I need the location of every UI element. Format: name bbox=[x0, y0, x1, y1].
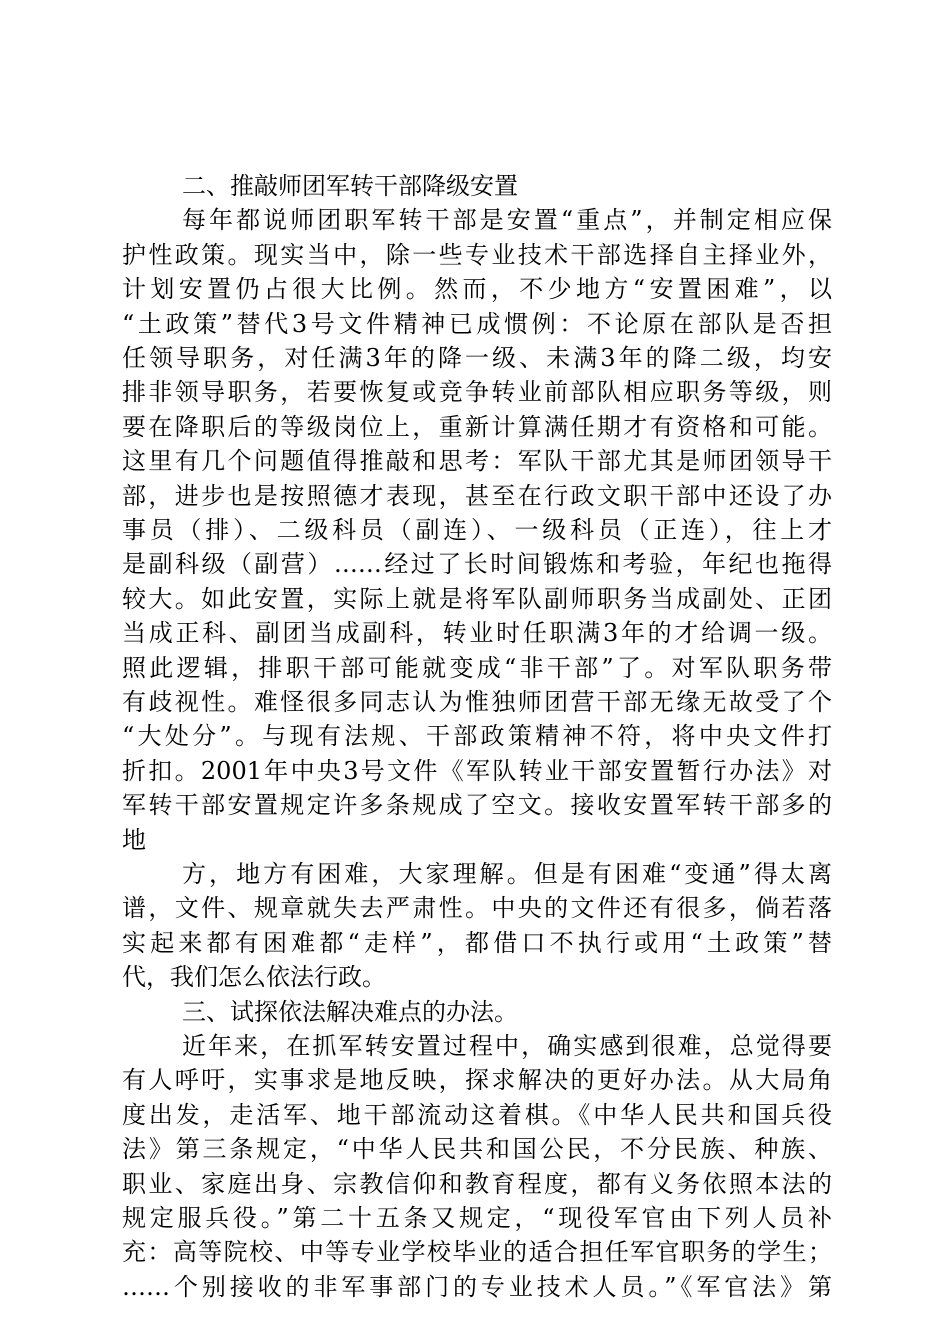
text-line: 要在降职后的等级岗位上，重新计算满任期才有资格和可能。 bbox=[122, 413, 832, 441]
text-line: 计划安置仍占很大比例。然而，不少地方“安置困难”，以 bbox=[122, 275, 832, 303]
text-line: 规定服兵役。”第二十五条又规定，“现役军官由下列人员补 bbox=[122, 1204, 832, 1232]
section-heading-2: 二、推敲师团军转干部降级安置 bbox=[182, 172, 518, 200]
text-line: “土政策”替代3号文件精神已成惯例：不论原在部队是否担 bbox=[122, 310, 832, 338]
text-line: 有歧视性。难怪很多同志认为惟独师团营干部无缘无故受了个 bbox=[122, 688, 832, 716]
text-line: 有人呼吁，实事求是地反映，探求解决的更好办法。从大局角 bbox=[122, 1066, 832, 1094]
text-line: 代，我们怎么依法行政。 bbox=[122, 963, 386, 991]
text-line: 近年来，在抓军转安置过程中，确实感到很难，总觉得要 bbox=[182, 1032, 832, 1060]
text-line: 方，地方有困难，大家理解。但是有困难“变通”得太离 bbox=[182, 860, 832, 888]
text-line: 度出发，走活军、地干部流动这着棋。《中华人民共和国兵役 bbox=[122, 1101, 832, 1129]
text-line: 护性政策。现实当中，除一些专业技术干部选择自主择业外， bbox=[122, 241, 832, 269]
text-line: 排非领导职务，若要恢复或竞争转业前部队相应职务等级，则 bbox=[122, 378, 832, 406]
text-line: 是副科级（副营）……经过了长时间锻炼和考验，年纪也拖得 bbox=[122, 550, 832, 578]
text-line: ……个别接收的非军事部门的专业技术人员。”《军官法》第 bbox=[122, 1273, 832, 1301]
text-line: 这里有几个问题值得推敲和思考：军队干部尤其是师团领导干 bbox=[122, 447, 832, 475]
text-line: 谱，文件、规章就失去严肃性。中央的文件还有很多，倘若落 bbox=[122, 894, 832, 922]
text-line: “大处分”。与现有法规、干部政策精神不符，将中央文件打 bbox=[122, 722, 832, 750]
text-line: 照此逻辑，排职干部可能就变成“非干部”了。对军队职务带 bbox=[122, 654, 832, 682]
text-line: 部，进步也是按照德才表现，甚至在行政文职干部中还设了办 bbox=[122, 482, 832, 510]
text-line: 法》第三条规定，“中华人民共和国公民，不分民族、种族、 bbox=[122, 1135, 832, 1163]
text-line: 充：高等院校、中等专业学校毕业的适合担任军官职务的学生； bbox=[122, 1238, 832, 1266]
text-line: 较大。如此安置，实际上就是将军队副师职务当成副处、正团 bbox=[122, 585, 832, 613]
text-line: 实起来都有困难都“走样”，都借口不执行或用“土政策”替 bbox=[122, 929, 832, 957]
text-line: 折扣。2001年中央3号文件《军队转业干部安置暂行办法》对 bbox=[122, 757, 832, 785]
text-line: 每年都说师团职军转干部是安置“重点”，并制定相应保 bbox=[182, 206, 832, 234]
text-line: 任领导职务，对任满3年的降一级、未满3年的降二级，均安 bbox=[122, 344, 832, 372]
section-heading-3: 三、试探依法解决难点的办法。 bbox=[182, 998, 518, 1026]
text-line: 职业、家庭出身、宗教信仰和教育程度，都有义务依照本法的 bbox=[122, 1170, 832, 1198]
text-line: 事员（排）、二级科员（副连）、一级科员（正连），往上才 bbox=[122, 516, 832, 544]
text-line: 地 bbox=[122, 826, 146, 854]
text-line: 当成正科、副团当成副科，转业时任职满3年的才给调一级。 bbox=[122, 619, 832, 647]
text-line: 军转干部安置规定许多条规成了空文。接收安置军转干部多的 bbox=[122, 791, 832, 819]
